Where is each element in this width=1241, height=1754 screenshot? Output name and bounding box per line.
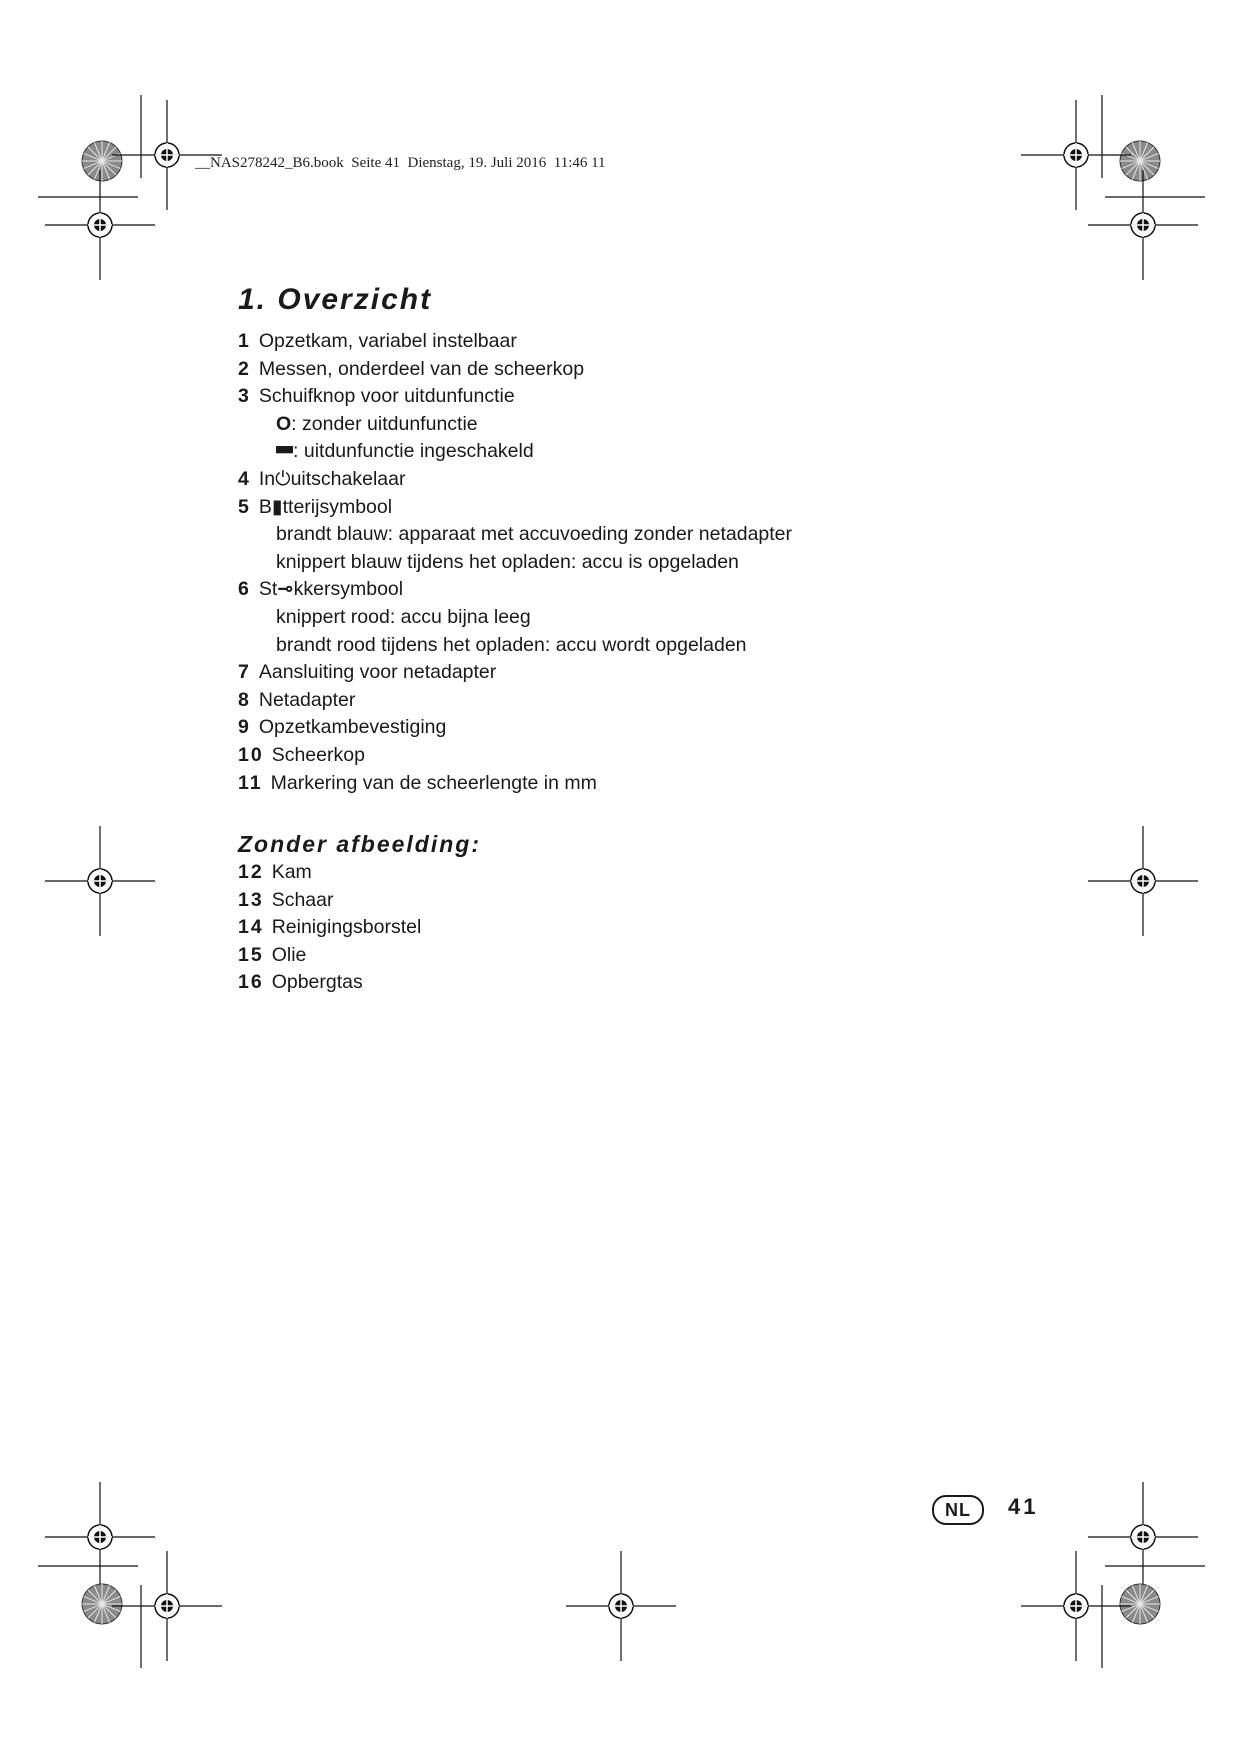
crosshair-icon [45,170,155,280]
list-item: 2 Messen, onderdeel van de scheerkop [238,357,585,380]
list-subitem: knippert blauw tijdens het opladen: accu is opgeladen [276,550,739,573]
list-item: 16 Opbergtas [238,971,363,994]
crosshair-icon [1021,100,1131,210]
crosshair-icon [1021,1551,1131,1661]
comb-symbol-icon: ▀▀ [276,446,294,461]
crosshair-icon [45,1482,155,1592]
crosshair-icon [1088,170,1198,280]
plug-icon: ⊸ [277,578,294,601]
list-item: 4 In⏻uitschakelaar [238,466,1098,494]
print-slug: __NAS278242_B6.book Seite 41 Dienstag, 19. Juli 2016 11:46 11 [195,155,606,171]
circle-symbol-icon: O [276,412,292,435]
crosshair-icon [566,1551,676,1661]
list-subitem: ▀▀: uitdunfunctie ingeschakeld [238,438,1098,466]
color-wheel-icon [1120,141,1160,181]
color-wheel-icon [82,1584,122,1624]
subsection-title: Zonder afbeelding: [238,831,481,858]
list-item: 7 Aansluiting voor netadapter [238,661,497,684]
power-icon: ⏻ [275,467,291,490]
crosshair-icon [112,1551,222,1661]
list-item: 13 Schaar [238,888,334,911]
list-item: 10 Scheerkop [238,743,365,766]
list-item: 1 Opzetkam, variabel instelbaar [238,330,517,352]
crosshair-icon [1088,1482,1198,1592]
list-item: 9 Opzetkambevestiging [238,716,447,739]
battery-icon: ▮ [271,495,283,518]
list-subitem: brandt blauw: apparaat met accuvoeding zonder netadapter [276,523,793,546]
list-item: 3 Schuifknop voor uitdunfunctie [238,385,515,408]
list-item: 11 Markering van de scheerlengte in mm [238,771,597,794]
crosshair-icon [45,826,155,936]
list-item: 6 St⊸kkersymbool [238,576,1098,604]
list-item: 5 B▮tterijsymbool [238,494,1098,522]
page-content [238,282,1098,997]
color-wheel-icon [1120,1584,1160,1624]
color-wheel-icon [82,141,122,181]
list-item: 12 Kam [238,861,312,884]
list-subitem: knippert rood: accu bijna leeg [276,605,531,628]
list-item: 14 Reinigingsborstel [238,916,422,939]
section-title: 1. Overzicht [238,283,433,316]
list-subitem: O: zonder uitdunfunctie [238,411,1098,439]
language-badge: NL [932,1495,984,1525]
crosshair-icon [1088,826,1198,936]
list-subitem: brandt rood tijdens het opladen: accu wordt opgeladen [276,633,747,656]
list-item: 8 Netadapter [238,688,356,711]
list-item: 15 Olie [238,943,307,966]
page-number: 41 [1008,1494,1039,1519]
